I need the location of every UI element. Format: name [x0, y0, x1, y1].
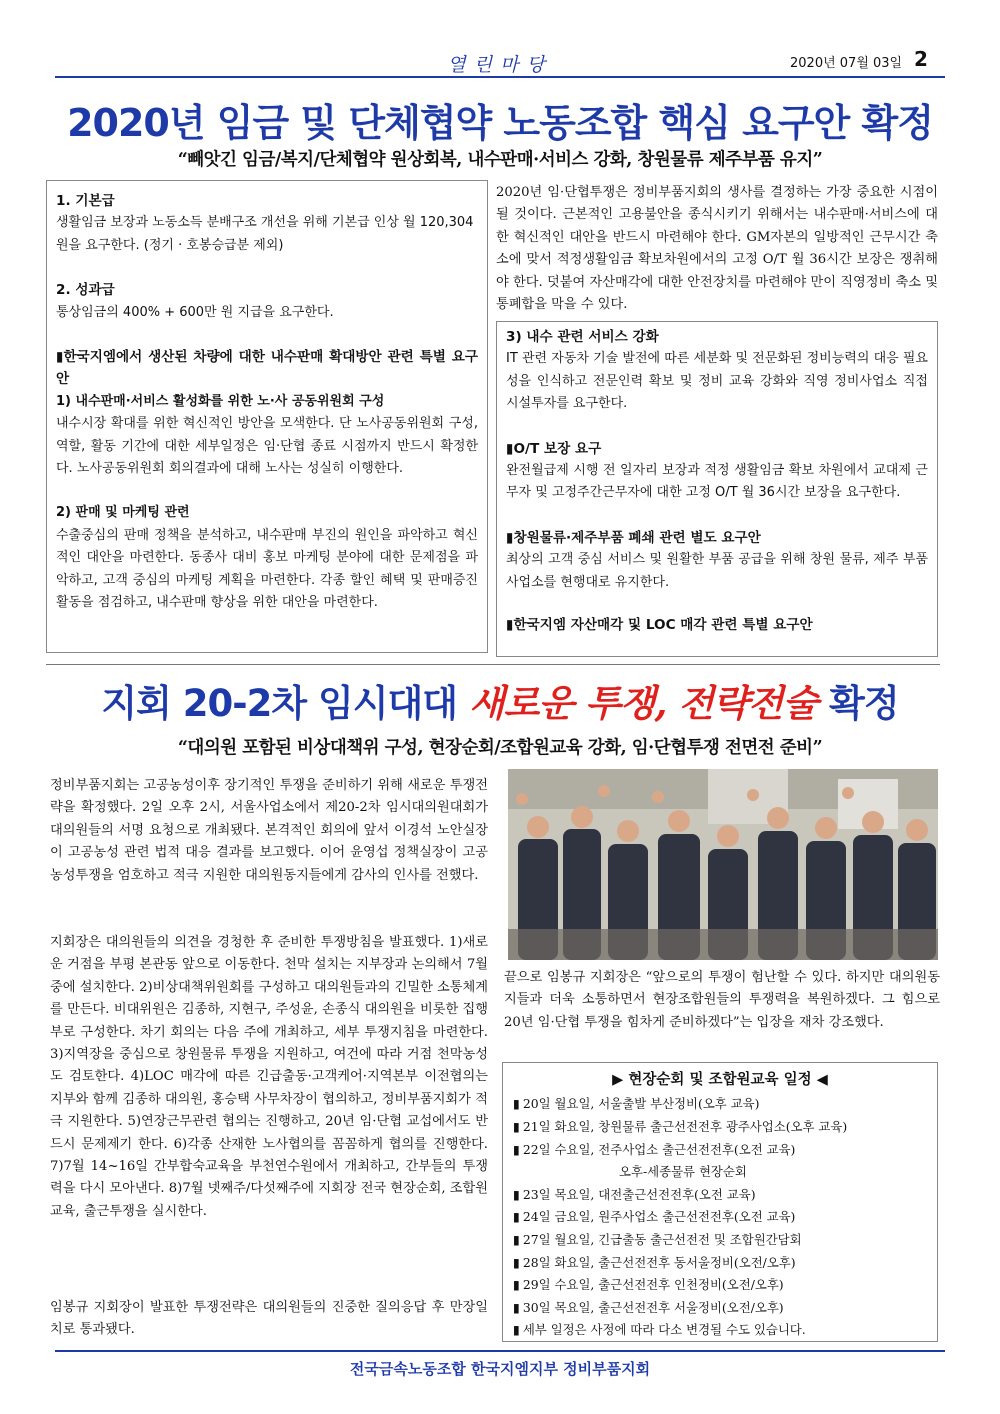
- bullet-icon: ▮: [513, 1322, 520, 1338]
- bullet-icon: ▮: [513, 1186, 520, 1202]
- article2-subheadline: “대의원 포함된 비상대책위 구성, 현장순회/조합원교육 강화, 임·단협투쟁 전면전 준비”: [177, 738, 823, 758]
- schedule-box: [502, 1062, 938, 1342]
- bullet-icon: ▮: [513, 1209, 520, 1225]
- article2-headline-part3: 확정: [829, 682, 899, 725]
- header-rule: [55, 76, 945, 78]
- schedule-title: ▶ 현장순회 및 조합원교육 일정 ◀: [612, 1072, 828, 1088]
- footer-organization: 전국금속노동조합 한국지엠지부 정비부품지회: [349, 1360, 651, 1378]
- bullet-icon: ▮: [513, 1277, 520, 1293]
- footer-rule: [55, 1350, 945, 1352]
- demand-heading-service: 3) 내수 관련 서비스 강화: [506, 329, 659, 345]
- demand-text-bonus: 통상임금의 400% + 600만 원 지급을 요구한다.: [56, 304, 334, 320]
- schedule-item: ▮ 24일 금요일, 원주사업소 출근선전전후(오전 교육): [513, 1209, 796, 1225]
- article2-paragraph-3: 임봉규 지회장이 발표한 투쟁전략은 대의원들의 진중한 질의응답 후 만장일치로 통과됐다.: [50, 1300, 488, 1338]
- demand-text-joint-committee: 내수시장 확대를 위한 혁신적인 방안을 모색한다. 단 노사공동위원회 구성, 역할, 활동 기간에 대한 세부일정은 임·단협 종료 시점까지 반드시 확정한다. 노사공동위원회 회의결과에 대해 노사는 성실히 이행한다.: [56, 416, 478, 477]
- demand-heading-asset-sale: ▮한국지엠 자산매각 및 LOC 매각 관련 특별 요구안: [506, 617, 813, 634]
- article2-headline: [40, 673, 960, 727]
- bullet-icon: ▮: [513, 1231, 520, 1247]
- schedule-item: ▮ 29일 수요일, 출근선전전후 인천정비(오전/오후): [513, 1277, 784, 1293]
- demand-heading-bonus: 2. 성과급: [56, 282, 115, 299]
- bullet-icon: ▮: [513, 1096, 520, 1112]
- schedule-item: ▮ 28일 화요일, 출근선전전후 동서울정비(오전/오후): [513, 1254, 796, 1270]
- demand-text-service: IT 관련 자동차 기술 발전에 따른 세분화 및 전문화된 정비능력의 대응 필요성을 인식하고 전문인력 확보 및 정비 교육 강화와 직영 정비사업소 직접 시설투자를 요구한다.: [506, 351, 928, 412]
- page-number: 2: [914, 47, 928, 71]
- demand-text-base-pay: 생활임금 보장과 노동소득 분배구조 개선을 위해 기본급 인상 월 120,304원을 요구한다. (정기 · 호봉승급분 제외): [56, 215, 474, 253]
- article2-paragraph-4: 끝으로 임봉규 지회장은 “앞으로의 투쟁이 험난할 수 있다. 하지만 대의원동지들과 더욱 소통하면서 현장조합원들의 투쟁력을 복원하겠다. 그 힘으로 20년 임·단협 투쟁을 힘차게 준비하겠다”는 입장을 재차 강조했다.: [504, 970, 940, 1030]
- schedule-item-continuation: 오후-세종물류 현장순회: [619, 1164, 747, 1180]
- schedule-item: ▮ 23일 목요일, 대전출근선전전후(오전 교육): [513, 1186, 756, 1202]
- article1-headline: 2020년 임금 및 단체협약 노동조합 핵심 요구안 확정: [67, 101, 933, 145]
- meeting-photo: [508, 769, 938, 960]
- demand-heading-closure: ▮창원물류·제주부품 폐쇄 관련 별도 요구안: [506, 529, 761, 546]
- demand-text-closure: 최상의 고객 중심 서비스 및 원활한 부품 공급을 위해 창원 물류, 제주 부품사업소를 현행대로 유지한다.: [506, 552, 928, 590]
- bullet-icon: ▮: [513, 1119, 520, 1134]
- article2-headline-part1: 지회 20-2차 임시대대: [101, 682, 457, 725]
- bullet-icon: ▮: [513, 1254, 520, 1270]
- demand-subheading-joint-committee: 1) 내수판매·서비스 활성화를 위한 노·사 공동위원회 구성: [56, 393, 385, 409]
- demands-box-left: [46, 180, 488, 653]
- schedule-item: ▮ 22일 수요일, 전주사업소 출근선전전후(오전 교육): [513, 1141, 796, 1157]
- demand-heading-overtime: ▮O/T 보장 요구: [506, 440, 602, 457]
- issue-date: 2020년 07월 03일: [790, 56, 903, 71]
- demands-box-right: [496, 321, 938, 657]
- article2-paragraph-1: 정비부품지회는 고공농성이후 장기적인 투쟁을 준비하기 위해 새로운 투쟁전략을 확정했다. 2일 오후 2시, 서울사업소에서 제20-2차 임시대의원대회가 대의원들의 서명 요청으로 개최됐다. 본격적인 회의에 앞서 이경석 노안실장이 고공농성 관련 법적 대응 결과를 보고했다. 이어 윤영섭 정책실장이 고공농성투쟁을 엄호하고 적극 지원한 대의원동지들에게 감사의 인사를 전했다.: [50, 778, 488, 883]
- schedule-item: ▮ 21일 화요일, 창원물류 출근선전전후 광주사업소(오후 교육): [513, 1119, 848, 1134]
- schedule-item: ▮ 세부 일정은 사정에 따라 다소 변경될 수도 있습니다.: [513, 1322, 806, 1338]
- article2-paragraph-2: 지회장은 대의원들의 의견을 경청한 후 준비한 투쟁방침을 발표했다. 1)새로운 거점을 부평 본관동 앞으로 이동한다. 천막 설치는 지부장과 논의해서 7월중에 설치한다. 2)비상대책위원회를 구성하고 대의원들과의 긴밀한 소통체계를 만든다. 비대위원은 김종하, 지현구, 주성윤, 손종식 대의원을 비롯한 집행부로 구성한다. 차기 회의는 다음 주에 개최하고, 세부 투쟁지침을 마련한다. 3)지역장을 중심으로 창원물류 투쟁을 지원하고, 여건에 따라 거점 천막농성도 검토한다. 4)LOC 매각에 따른 긴급출동·고객케어·지역본부 이전협의는 지부와 함께 김종하 대의원, 홍승택 사무차장이 협의하고, 정비부품지회가 적극 지원한다. 5)연장근무관련 협의는 진행하고, 20년 임·단협 교섭에서도 반드시 문제제기 한다. 6)각종 산재한 노사협의를 꼼꼼하게 협의를 진행한다. 7)7월 14~16일 간부합숙교육을 부천연수원에서 개최하고, 간부들의 투쟁력을 다시 모아낸다. 8)7월 넷째주/다섯째주에 지회장 전국 현장순회, 조합원교육, 출근투쟁을 실시한다.: [50, 935, 488, 1219]
- article1-intro-paragraph: 2020년 임·단협투쟁은 정비부품지회의 생사를 결정하는 가장 중요한 시점이 될 것이다. 근본적인 고용불안을 종식시키기 위해서는 내수판매·서비스에 대한 혁신적인 대안을 반드시 마련해야 한다. GM자본의 일방적인 근무시간 축소에 맞서 적정생활임금 확보차원에서의 고정 O/T 월 36시간 보장은 쟁취해야 한다. 덧붙여 자산매각에 대한 안전장치를 마련해야 만이 직영정비 축소 및 통폐합을 막을 수 있다.: [496, 185, 938, 313]
- demand-subheading-marketing: 2) 판매 및 마케팅 관련: [56, 505, 190, 521]
- schedule-item: ▮ 30일 목요일, 출근선전전후 서울정비(오전/오후): [513, 1299, 784, 1315]
- demand-text-marketing: 수출중심의 판매 정책을 분석하고, 내수판매 부진의 원인을 파악하고 혁신적인 대안을 마련한다. 동종사 대비 홍보 마케팅 분야에 대한 문제점을 파악하고, 고객 중심의 마케팅 계획을 마련한다. 각종 할인 혜택 및 판매증진 활동을 점검하고, 내수판매 향상을 위한 대안을 마련한다.: [56, 527, 478, 611]
- demand-heading-domestic-sales: ▮한국지엠에서 생산된 차량에 대한 내수판매 확대방안 관련 특별 요구안: [56, 349, 478, 388]
- demand-text-overtime: 완전월급제 시행 전 일자리 보장과 적정 생활임금 확보 차원에서 교대제 근무자 및 고정주간근무자에 대한 고정 O/T 월 36시간 보장을 요구한다.: [506, 463, 928, 501]
- article1-subheadline: “빼앗긴 임금/복지/단체협약 원상회복, 내수판매·서비스 강화, 창원물류 제주부품 유지”: [177, 150, 823, 170]
- article-divider: [46, 664, 940, 665]
- section-title: 열린마당: [447, 54, 553, 76]
- article2-headline-part2: 새로운 투쟁, 전략전술: [468, 681, 818, 725]
- meeting-photo-illustration: [508, 769, 938, 960]
- bullet-icon: ▮: [513, 1141, 520, 1157]
- schedule-item: ▮ 20일 월요일, 서울출발 부산정비(오후 교육): [513, 1096, 760, 1112]
- demand-heading-base-pay: 1. 기본급: [56, 193, 115, 209]
- schedule-item: ▮ 27일 월요일, 긴급출동 출근선전전 및 조합원간담회: [513, 1231, 802, 1247]
- bullet-icon: ▮: [513, 1299, 520, 1315]
